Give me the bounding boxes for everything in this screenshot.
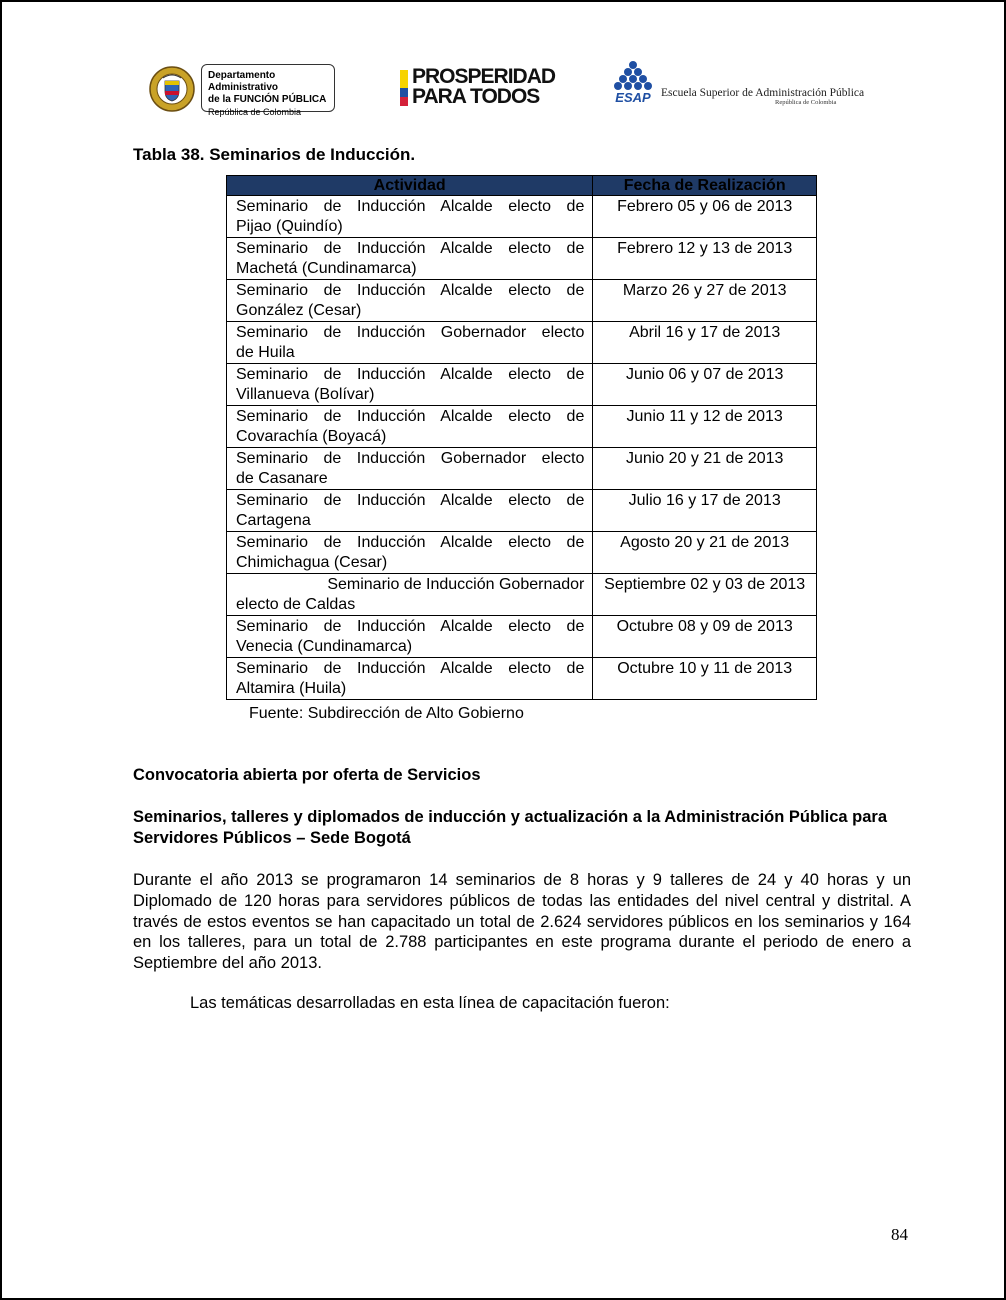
- esap-acronym: ESAP: [615, 90, 651, 104]
- table-source: Fuente: Subdirección de Alto Gobierno: [249, 705, 524, 722]
- date-cell: Octubre 08 y 09 de 2013: [593, 616, 817, 658]
- section-heading: Convocatoria abierta por oferta de Servicios: [133, 766, 481, 784]
- activity-line-1: Seminario de Inducción Alcalde electo de: [236, 618, 585, 635]
- activity-cell: [227, 364, 593, 406]
- dafp-name-box: [201, 64, 335, 117]
- activity-line-2: González (Cesar): [236, 302, 362, 319]
- table-row: [227, 448, 817, 490]
- subsection-heading: Seminarios, talleres y diplomados de inducción y actualización a la Administración Pública para Servidores Públicos – Sede Bogotá: [133, 808, 888, 847]
- activity-cell: [227, 658, 593, 700]
- date-cell: Marzo 26 y 27 de 2013: [593, 280, 817, 322]
- esap-subtitle: República de Colombia: [775, 99, 837, 106]
- page-number: 84: [891, 1225, 908, 1244]
- prosperidad-text: [412, 67, 555, 107]
- esap-logo: [605, 60, 865, 110]
- date-cell: Junio 11 y 12 de 2013: [593, 406, 817, 448]
- date-cell: Abril 16 y 17 de 2013: [593, 322, 817, 364]
- dafp-line-1: Departamento Administrativo: [208, 70, 279, 93]
- table-row: [227, 364, 817, 406]
- esap-name: Escuela Superior de Administración Pública: [661, 87, 865, 99]
- activity-cell: [227, 574, 593, 616]
- table-caption: Tabla 38. Seminarios de Inducción.: [133, 145, 416, 164]
- activity-cell: [227, 532, 593, 574]
- activity-cell: [227, 406, 593, 448]
- activity-cell: [227, 238, 593, 280]
- activity-line-2: Chimichagua (Cesar): [236, 554, 388, 571]
- activity-line-1: Seminario de Inducción Alcalde electo de: [236, 492, 585, 509]
- date-cell: Junio 06 y 07 de 2013: [593, 364, 817, 406]
- table-row: [227, 574, 817, 616]
- table-row: [227, 196, 817, 238]
- header-actividad: Actividad: [227, 176, 593, 196]
- date-cell: Octubre 10 y 11 de 2013: [593, 658, 817, 700]
- activity-line-2: de Huila: [236, 344, 295, 361]
- dafp-line-2: de la FUNCIÓN PÚBLICA: [208, 94, 327, 105]
- activity-line-1: Seminario de Inducción Alcalde electo de: [236, 282, 585, 299]
- activity-line-2: Altamira (Huila): [236, 680, 347, 697]
- date-cell: Agosto 20 y 21 de 2013: [593, 532, 817, 574]
- activity-line-1: Seminario de Inducción Alcalde electo de: [236, 408, 585, 425]
- activity-line-2: Covarachía (Boyacá): [236, 428, 387, 445]
- table-row: [227, 616, 817, 658]
- body-paragraph: Durante el año 2013 se programaron 14 seminarios de 8 horas y 9 talleres de 24 y 40 horas y un Diplomado de 120 horas para servidores públicos de todas las entidades del nivel central y distrital. A través de estos eventos se han capacitado un total de 2.624 servidores públicos en los seminarios y 164 en los talleres, para un total de 2.788 participantes en este programa durante el periodo de enero a Septiembre del año 2013.: [133, 871, 911, 973]
- date-cell: Septiembre 02 y 03 de 2013: [593, 574, 817, 616]
- activity-line-1: Seminario de Inducción Alcalde electo de: [236, 534, 585, 551]
- prosperidad-line-2: PARA TODOS: [412, 85, 540, 108]
- table-row: [227, 238, 817, 280]
- table-row: [227, 658, 817, 700]
- activity-line-1: Seminario de Inducción Alcalde electo de: [236, 198, 585, 215]
- activity-line-2: Cartagena: [236, 512, 311, 529]
- date-cell: Junio 20 y 21 de 2013: [593, 448, 817, 490]
- table-row: [227, 280, 817, 322]
- activity-line-2: de Casanare: [236, 470, 328, 487]
- colombia-seal-icon: [149, 66, 195, 112]
- activity-line-1: Seminario de Inducción Gobernador electo: [236, 324, 585, 341]
- date-cell: Febrero 05 y 06 de 2013: [593, 196, 817, 238]
- table-row: [227, 406, 817, 448]
- activity-line-2: electo de Caldas: [236, 596, 356, 613]
- prosperidad-logo: [400, 65, 556, 110]
- activity-line-1: Seminario de Inducción Gobernador: [327, 576, 585, 593]
- activity-line-1: Seminario de Inducción Alcalde electo de: [236, 366, 585, 383]
- activity-line-1: Seminario de Inducción Alcalde electo de: [236, 660, 585, 677]
- activity-line-2: Venecia (Cundinamarca): [236, 638, 413, 655]
- activity-cell: [227, 490, 593, 532]
- table-row: [227, 532, 817, 574]
- date-cell: Febrero 12 y 13 de 2013: [593, 238, 817, 280]
- activity-line-1: Seminario de Inducción Alcalde electo de: [236, 240, 585, 257]
- dafp-line-3: República de Colombia: [208, 107, 302, 117]
- table-header-row: [227, 176, 817, 196]
- activity-cell: [227, 448, 593, 490]
- activity-line-2: Villanueva (Bolívar): [236, 386, 375, 403]
- activity-cell: [227, 280, 593, 322]
- activity-line-2: Machetá (Cundinamarca): [236, 260, 417, 277]
- table-row: [227, 490, 817, 532]
- activity-line-1: Seminario de Inducción Gobernador electo: [236, 450, 585, 467]
- activity-line-2: Pijao (Quindío): [236, 218, 343, 235]
- activity-cell: [227, 322, 593, 364]
- dafp-logo: [147, 62, 339, 116]
- activity-cell: [227, 196, 593, 238]
- header-fecha: Fecha de Realización: [593, 176, 817, 196]
- body-paragraph-2: Las temáticas desarrolladas en esta línea de capacitación fueron:: [190, 994, 670, 1012]
- seminars-table: [226, 175, 817, 700]
- flag-bar-icon: [400, 70, 408, 106]
- table-row: [227, 322, 817, 364]
- activity-cell: [227, 616, 593, 658]
- date-cell: Julio 16 y 17 de 2013: [593, 490, 817, 532]
- esap-dots-icon: [605, 60, 661, 104]
- prosperidad-line-1: PROSPERIDAD: [412, 65, 556, 88]
